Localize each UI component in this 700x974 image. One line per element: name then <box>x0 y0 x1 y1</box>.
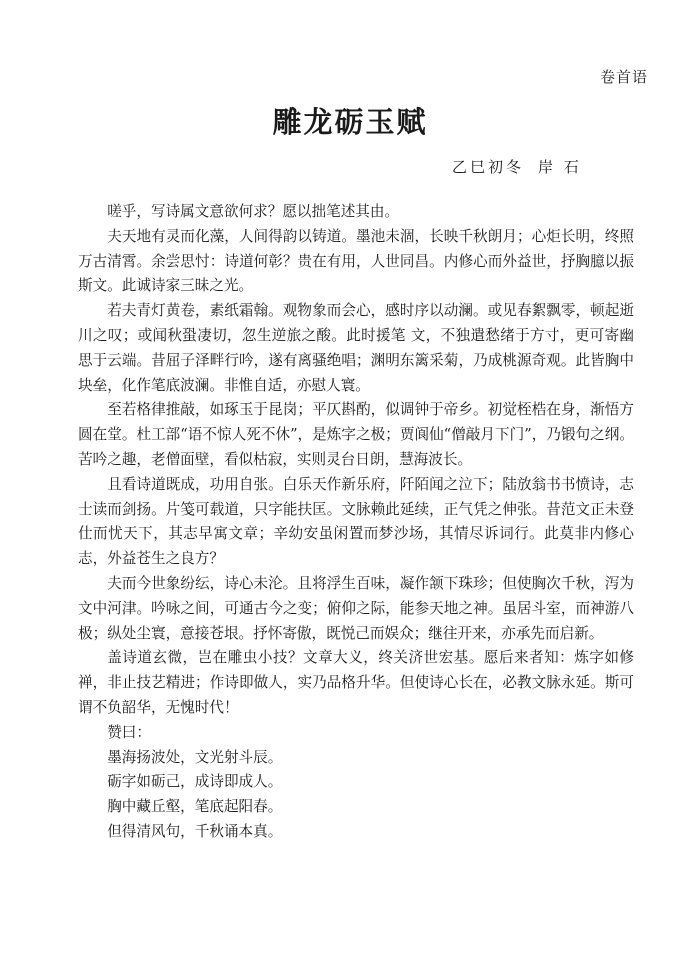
verse-line: 砺字如砺己，成诗即成人。 <box>107 773 283 791</box>
author-date: 乙巳初冬 <box>452 158 525 176</box>
paragraph: 至若格律推敲，如琢玉于昆岗；平仄斟酌，似调钟于帝乡。初觉桎梏在身，渐悟方圆在堂。杜工部“语不惊人死不休”，是炼字之极；贾阆仙“僧敲月下门”，乃锻句之纲。苦吟之趣，老僧面壁，看似枯寂，实则灵台日朗，慧海波长。 <box>78 401 634 468</box>
zan-label: 赞曰： <box>107 723 151 741</box>
page-title: 雕龙砺玉赋 <box>272 105 428 139</box>
article-body <box>78 200 634 845</box>
author-line <box>452 156 596 177</box>
verse-line: 墨海扬波处，文光射斗辰。 <box>107 748 283 766</box>
author-name: 岸 石 <box>538 158 582 176</box>
paragraph: 盖诗道玄微，岂在雕虫小技？文章大义，终关济世宏基。愿后来者知：炼字如修禅，非止技艺精进；作诗即做人，实乃品格升华。但使诗心长在，必教文脉永延。斯可谓不负韶华，无愧时代！ <box>78 649 634 716</box>
paragraph: 且看诗道既成，功用自张。白乐天作新乐府，阡陌闻之泣下；陆放翁书书愤诗，志士读而剑扬。片笺可载道，只字能扶匡。文脉赖此延续，正气凭之伸张。昔范文正未登仕而忧天下，其志早寓文章；辛幼安虽闲置而梦沙场，其情尽诉词行。此莫非内修心志，外益苍生之良方？ <box>78 475 634 568</box>
paragraph: 若夫青灯黄卷，素纸霜翰。观物象而会心，感时序以动澜。或见春絮飘零，顿起逝川之叹；或闻秋蛩凄切，忽生逆旅之酸。此时援笔 文，不独遣愁绪于方寸，更可寄幽思于云端。昔屈子泽畔行吟，遂有离骚绝唱；渊明东篱采菊，乃成桃源奇观。此皆胸中块垒，化作笔底波澜。非惟自适，亦慰人寰。 <box>78 302 634 394</box>
verse-line: 但得清风句，千秋诵本真。 <box>107 822 283 840</box>
verse-line: 胸中藏丘壑，笔底起阳春。 <box>107 798 283 816</box>
section-label: 卷首语 <box>599 68 648 86</box>
paragraph: 嗟乎，写诗属文意欲何求？愿以拙笔述其由。 <box>107 203 400 220</box>
paragraph: 夫而今世象纷纭，诗心未沦。且将浮生百味，凝作颔下珠珍；但使胸次千秋，泻为文中河津。吟咏之间，可通古今之变；俯仰之际，能参天地之神。虽居斗室，而神游八极；纵处尘寰，意接苍垠。抒怀寄傲，既悦己而娱众；继往开来，亦承先而启新。 <box>78 574 634 642</box>
paragraph: 夫天地有灵而化藻，人间得韵以铸道。墨池未涸，长映千秋朗月；心炬长明，终照万古清霄。余尝思忖：诗道何彰？贵在有用，人世同昌。内修心而外益世，抒胸臆以振斯文。此诚诗家三昧之光。 <box>78 227 634 295</box>
